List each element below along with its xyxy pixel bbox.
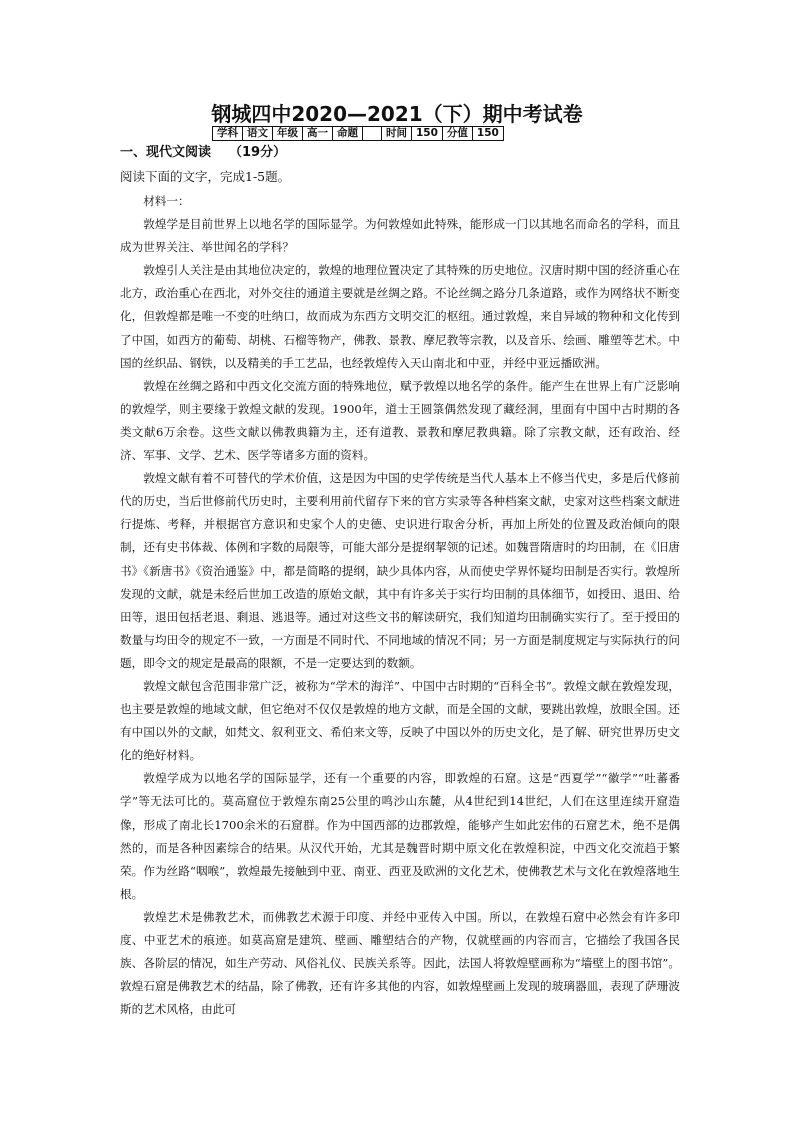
section-score: （19分）: [229, 145, 287, 160]
setter-label: 命题: [333, 127, 363, 141]
score-label: 分值: [442, 127, 472, 141]
time-label: 时间: [382, 127, 412, 141]
grade-value: 高一: [303, 127, 333, 141]
material-label: 材料一：: [143, 194, 190, 208]
time-value: 150: [412, 127, 443, 141]
passage-paragraph: 敦煌学是目前世界上以地名学的国际显学。为何敦煌如此特殊，能形成一门以其地名而命名的学科，而且成为世界关注、举世闻名的学科？: [120, 217, 680, 255]
passage-paragraph: 敦煌艺术是佛教艺术，而佛教艺术源于印度、并经中亚传入中国。所以，在敦煌石窟中必然会有许多印度、中亚艺术的痕迹。如莫高窟是建筑、壁画、雕塑结合的产物，仅就壁画的内容而言，它描绘了我国各民族、各阶层的情况，如生产劳动、风俗礼仪、民族关系等。因此，法国人将敦煌壁画称为“墙壁上的图书馆”。敦煌石窟是佛教艺术的结晶，除了佛教，还有许多其他的内容，如敦煌壁画上发现的玻璃器皿，表现了萨珊波斯的艺术风格，由此可: [120, 909, 680, 1017]
passage-paragraph: 敦煌引人关注是由其地位决定的，敦煌的地理位置决定了其特殊的历史地位。汉唐时期中国的经济重心在北方，政治重心在西北，对外交往的通道主要就是丝绸之路。不论丝绸之路分几条道路，或作为网络状不断变化，但敦煌都是唯一不变的吐纳口，故而成为东西方文明交汇的枢纽。通过敦煌，来自异域的物种和文化传到了中国，如西方的葡萄、胡桃、石榴等物产，佛教、景教、摩尼教等宗教，以及音乐、绘画、雕塑等艺术。中国的丝织品、钢铁，以及精美的手工艺品，也经敦煌传入天山南北和中亚，并经中亚远播欧洲。: [120, 263, 680, 370]
exam-title: 钢城四中2020—2021（下）期中考试卷: [211, 102, 583, 126]
section-title: 一、现代文阅读: [120, 145, 212, 160]
score-value: 150: [472, 127, 503, 141]
exam-info-row: [213, 127, 504, 141]
passage-paragraph: 敦煌学成为以地名学的国际显学，还有一个重要的内容，即敦煌的石窟。这是“西夏学”“徽学”“吐蕃番学”等无法可比的。莫高窟位于敦煌东南25公里的鸣沙山东麓，从4世纪到14世纪，人们在这里连续开窟造像，形成了南北长1700余米的石窟群。作为中国西部的边郡敦煌，能够产生如此宏伟的石窟艺术，绝不是偶然的，而是各种因素综合的结果。从汉代开始，尤其是魏晋时期中原文化在敦煌积淀，中西文化交流趋于繁荣。作为丝路“咽喉”，敦煌最先接触到中亚、南亚、西亚及欧洲的文化艺术，使佛教艺术与文化在敦煌落地生根。: [120, 771, 680, 901]
passage-paragraph: 敦煌在丝绸之路和中西文化交流方面的特殊地位，赋予敦煌以地名学的条件。能产生在世界上有广泛影响的敦煌学，则主要缘于敦煌文献的发现。1900年，道士王圆箓偶然发现了藏经洞，里面有中国中古时期的各类文献6万余卷。这些文献以佛教典籍为主，还有道教、景教和摩尼教典籍。除了宗教文献，还有政治、经济、军事、文学、艺术、医学等诸多方面的资料。: [120, 378, 680, 463]
passage-paragraph: 敦煌文献有着不可替代的学术价值，这是因为中国的史学传统是当代人基本上不修当代史，多是后代修前代的历史，当后世修前代历史时，主要利用前代留存下来的官方实录等各种档案文献，史家对这些档案文献进行提炼、考释，并根据官方意识和史家个人的史德、史识进行取舍分析，再加上所处的位置及政治倾向的限制，还有史书体裁、体例和字数的局限等，可能大部分是提纲挈领的记述。如魏晋隋唐时的均田制，在《旧唐书》《新唐书》《资治通鉴》中，都是简略的提纲，缺少具体内容，从而使史学界怀疑均田制是否实行。敦煌所发现的文献，就是未经后世加工改造的原始文献，其中有许多关于实行均田制的具体细节，如授田、退田、给田等，退田包括老退、剩退、逃退等。通过对这些文书的解读研究，我们知道均田制确实实行了。至于授田的数量与均田令的规定不一致，一方面是不同时代、不同地域的情况不同；另一方面是制度规定与实际执行的问题，即令文的规定是最高的限额，不是一定要达到的数额。: [120, 471, 680, 670]
exam-info-table: [212, 126, 504, 141]
subject-label: 学科: [213, 127, 243, 141]
subject-value: 语文: [243, 127, 273, 141]
reading-instruction: 阅读下面的文字，完成1-5题。: [120, 169, 291, 184]
grade-label: 年级: [273, 127, 303, 141]
setter-value: [363, 127, 382, 141]
section-heading: [120, 144, 286, 162]
reading-passage: [120, 190, 680, 1021]
passage-paragraph: 敦煌文献包含范围非常广泛，被称为“学术的海洋”、中国中古时期的“百科全书”。敦煌文献在敦煌发现，也主要是敦煌的地域文献，但它绝对不仅仅是敦煌的地方文献，而是全国的文献，要跳出敦煌，放眼全国。还有中国以外的文献，如梵文、叙利亚文、希伯来文等，反映了中国以外的历史文化，是了解、研究世界历史文化的绝好材料。: [120, 678, 680, 763]
